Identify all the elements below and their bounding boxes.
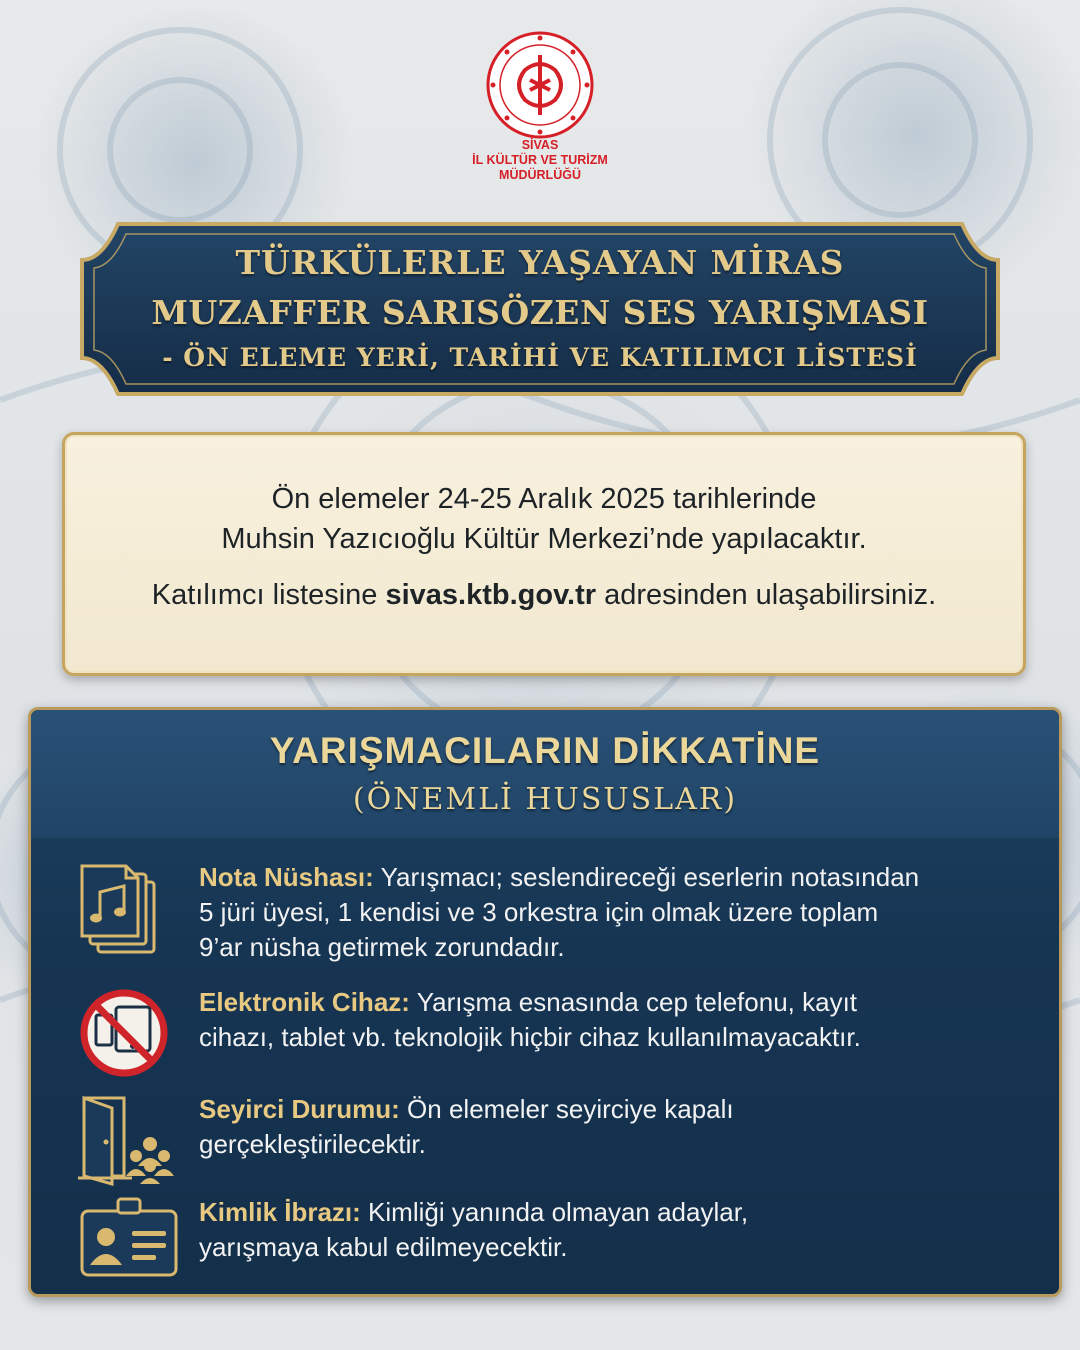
website-link[interactable]: sivas.ktb.gov.tr xyxy=(385,579,597,611)
notice-line: 9’ar nüsha getirmek zorundadır. xyxy=(199,932,565,962)
caption-directorate-suffix: MÜDÜRLÜĞÜ xyxy=(499,168,581,182)
notice-subtitle: (ÖNEMLİ HUSUSLAR) xyxy=(352,782,738,817)
info-list-line xyxy=(65,575,1023,615)
info-box xyxy=(62,432,1026,676)
notice-text-sheet-music xyxy=(199,860,1049,965)
info-place-line: Muhsin Yazıcıoğlu Kültür Merkezi’nde yapılacaktır. xyxy=(221,523,867,555)
ministry-seal-icon xyxy=(485,30,595,140)
sheet-music-icon xyxy=(76,860,186,960)
caption-directorate: İL KÜLTÜR VE TURİZM xyxy=(472,153,608,167)
notice-text-electronic-device xyxy=(199,985,1049,1055)
notice-title: YARIŞMACILARIN DİKKATİNE xyxy=(269,730,821,771)
info-date-line: Ön elemeler 24-25 Aralık 2025 tarihlerinde xyxy=(271,483,817,515)
notice-line: 5 jüri üyesi, 1 kendisi ve 3 orkestra için olmak üzere toplam xyxy=(199,897,879,927)
notice-label: Kimlik İbrazı: xyxy=(199,1197,361,1227)
notice-line: cihazı, tablet vb. teknolojik hiçbir cihaz kullanılmayacaktır. xyxy=(199,1022,861,1052)
id-card-icon xyxy=(76,1195,186,1295)
notice-text-identity xyxy=(199,1195,1049,1265)
title-banner xyxy=(78,220,1002,398)
notice-line: yarışmaya kabul edilmeyecektir. xyxy=(199,1232,568,1262)
info-list-prefix: Katılımcı listesine xyxy=(151,579,386,611)
no-devices-icon xyxy=(76,985,186,1085)
notice-line: Yarışma esnasında cep telefonu, kayıt xyxy=(409,987,858,1017)
banner-title-line1: TÜRKÜLERLE YAŞAYAN MİRAS xyxy=(235,243,845,282)
organization-caption xyxy=(440,138,640,183)
notice-line: gerçekleştirilecektir. xyxy=(199,1129,426,1159)
banner-title-line3: - ÖN ELEME YERİ, TARİHİ VE KATILIMCI LİSTESİ xyxy=(162,343,918,372)
caption-city: SİVAS xyxy=(521,138,559,152)
closed-door-audience-icon xyxy=(76,1092,186,1192)
notice-line: Yarışmacı; seslendireceği eserlerin notasından xyxy=(373,862,920,892)
banner-title-line2: MUZAFFER SARISÖZEN SES YARIŞMASI xyxy=(151,293,929,332)
info-list-suffix: adresinden ulaşabilirsiniz. xyxy=(596,579,937,611)
notice-label: Nota Nüshası: xyxy=(199,862,374,892)
notice-label: Seyirci Durumu: xyxy=(199,1094,400,1124)
notice-panel xyxy=(28,707,1062,1297)
notice-text-audience xyxy=(199,1092,1049,1162)
notice-line: Kimliği yanında olmayan adaylar, xyxy=(360,1197,749,1227)
notice-line: Ön elemeler seyirciye kapalı xyxy=(399,1094,734,1124)
notice-label: Elektronik Cihaz: xyxy=(199,987,410,1017)
notice-header xyxy=(31,710,1059,838)
info-date-place xyxy=(65,479,1023,559)
